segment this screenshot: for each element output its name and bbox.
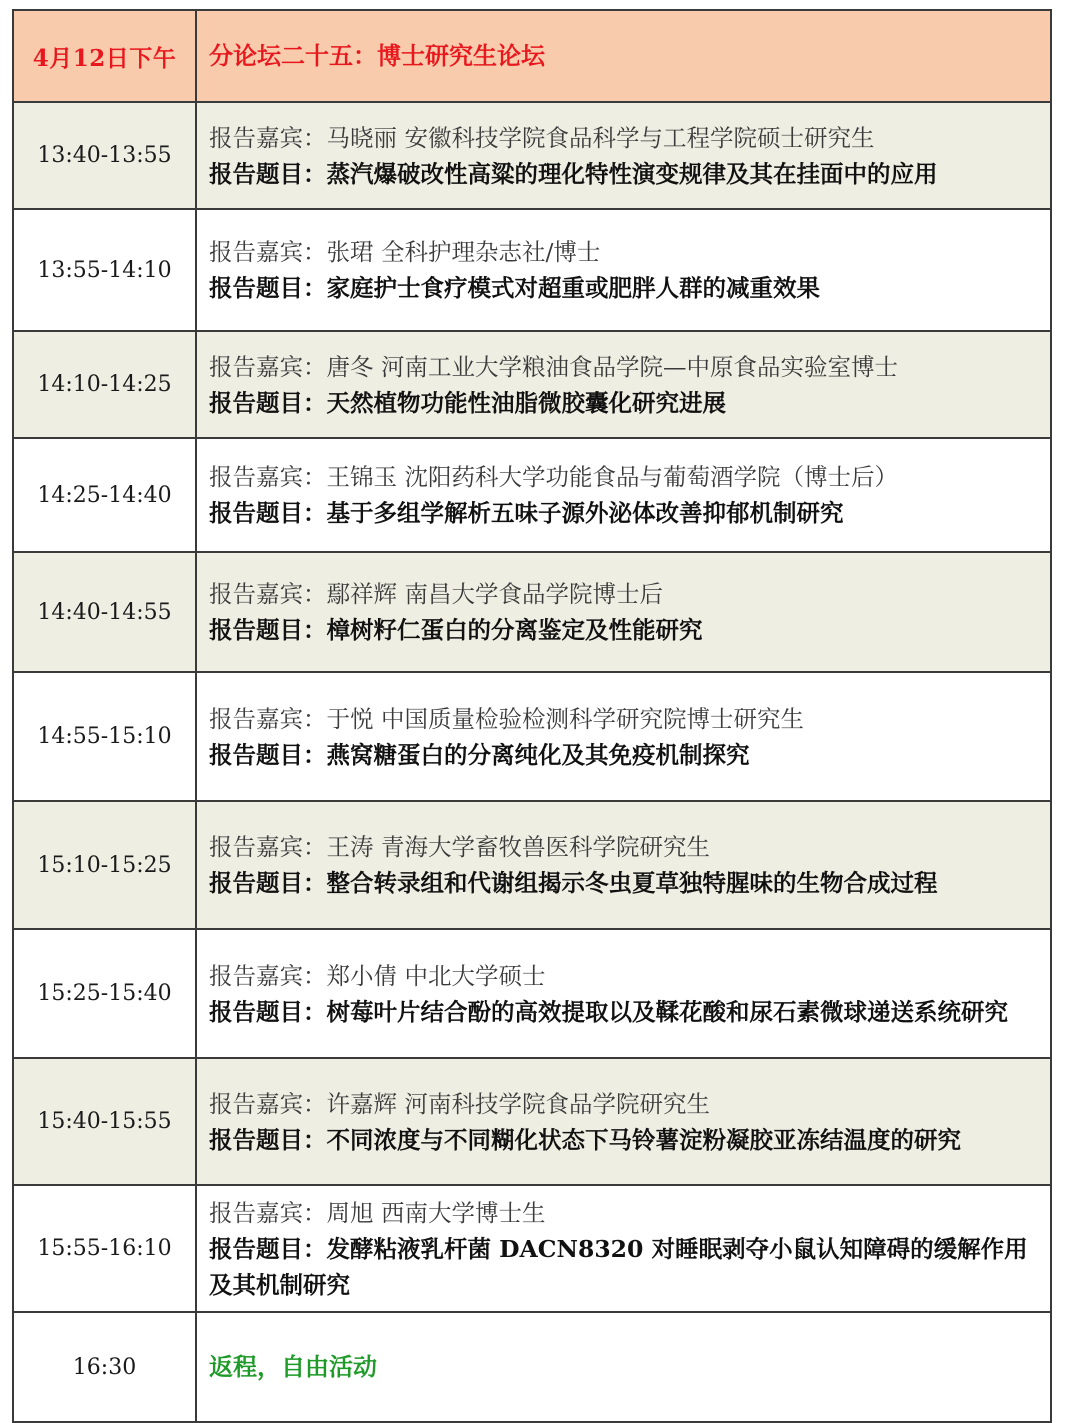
session-speaker: 报告嘉宾：张珺 全科护理杂志社/博士 (209, 238, 601, 266)
session-time: 13:55-14:10 (13, 209, 196, 331)
session-time: 15:40-15:55 (13, 1058, 196, 1185)
session-time: 14:55-15:10 (13, 672, 196, 801)
session-title: 报告题目：不同浓度与不同糊化状态下马铃薯淀粉凝胶亚冻结温度的研究 (209, 1125, 961, 1154)
session-time: 15:25-15:40 (13, 929, 196, 1058)
session-time: 14:25-14:40 (13, 438, 196, 552)
forum-title: 分论坛二十五：博士研究生论坛 (196, 10, 1051, 102)
session-details (196, 552, 1051, 672)
closing-row (13, 1312, 1051, 1422)
session-row (13, 1058, 1051, 1185)
session-details (196, 1058, 1051, 1185)
session-speaker: 报告嘉宾：许嘉辉 河南科技学院食品学院研究生 (209, 1089, 710, 1118)
session-title: 报告题目：天然植物功能性油脂微胶囊化研究进展 (209, 388, 726, 417)
session-time: 15:55-16:10 (13, 1185, 196, 1312)
session-row (13, 1185, 1051, 1312)
session-title: 报告题目：蒸汽爆破改性高粱的理化特性演变规律及其在挂面中的应用 (209, 159, 938, 188)
session-row (13, 438, 1051, 552)
date-label: 4月12日下午 (13, 10, 196, 102)
session-details (196, 1185, 1051, 1312)
session-row (13, 552, 1051, 672)
session-details (196, 102, 1051, 209)
session-title: 报告题目：整合转录组和代谢组揭示冬虫夏草独特腥味的生物合成过程 (209, 869, 938, 897)
schedule-table (12, 9, 1052, 1423)
session-title: 报告题目：树莓叶片结合酚的高效提取以及鞣花酸和尿石素微球递送系统研究 (209, 997, 1008, 1026)
session-title: 报告题目：基于多组学解析五味子源外泌体改善抑郁机制研究 (209, 499, 844, 527)
session-row (13, 672, 1051, 801)
session-row (13, 209, 1051, 331)
session-speaker: 报告嘉宾：于悦 中国质量检验检测科学研究院博士研究生 (209, 704, 804, 733)
session-speaker: 报告嘉宾：王涛 青海大学畜牧兽医科学院研究生 (209, 833, 710, 861)
session-row (13, 331, 1051, 438)
session-details (196, 438, 1051, 552)
session-speaker: 报告嘉宾：郑小倩 中北大学硕士 (209, 961, 546, 990)
session-row (13, 929, 1051, 1058)
session-details (196, 929, 1051, 1058)
session-row (13, 801, 1051, 929)
session-details (196, 801, 1051, 929)
session-speaker: 报告嘉宾：鄢祥辉 南昌大学食品学院博士后 (209, 580, 663, 608)
session-time: 14:40-14:55 (13, 552, 196, 672)
closing-label: 返程，自由活动 (209, 1352, 377, 1381)
session-title: 报告题目：发酵粘液乳杆菌 DACN8320 对睡眠剥夺小鼠认知障碍的缓解作用及其机制研究 (209, 1234, 1028, 1299)
session-time: 14:10-14:25 (13, 331, 196, 438)
session-title: 报告题目：樟树籽仁蛋白的分离鉴定及性能研究 (209, 616, 703, 644)
session-speaker: 报告嘉宾：马晓丽 安徽科技学院食品科学与工程学院硕士研究生 (209, 123, 875, 152)
header-row (13, 10, 1051, 102)
closing-details (196, 1312, 1051, 1422)
session-time: 15:10-15:25 (13, 801, 196, 929)
session-speaker: 报告嘉宾：周旭 西南大学博士生 (209, 1198, 546, 1227)
session-details (196, 209, 1051, 331)
session-row (13, 102, 1051, 209)
session-speaker: 报告嘉宾：王锦玉 沈阳药科大学功能食品与葡萄酒学院（博士后） (209, 463, 898, 491)
session-details (196, 331, 1051, 438)
session-speaker: 报告嘉宾：唐冬 河南工业大学粮油食品学院—中原食品实验室博士 (209, 352, 898, 381)
session-title: 报告题目：燕窝糖蛋白的分离纯化及其免疫机制探究 (209, 740, 750, 769)
session-title: 报告题目：家庭护士食疗模式对超重或肥胖人群的减重效果 (209, 274, 820, 302)
session-time: 13:40-13:55 (13, 102, 196, 209)
closing-time: 16:30 (13, 1312, 196, 1422)
session-details (196, 672, 1051, 801)
